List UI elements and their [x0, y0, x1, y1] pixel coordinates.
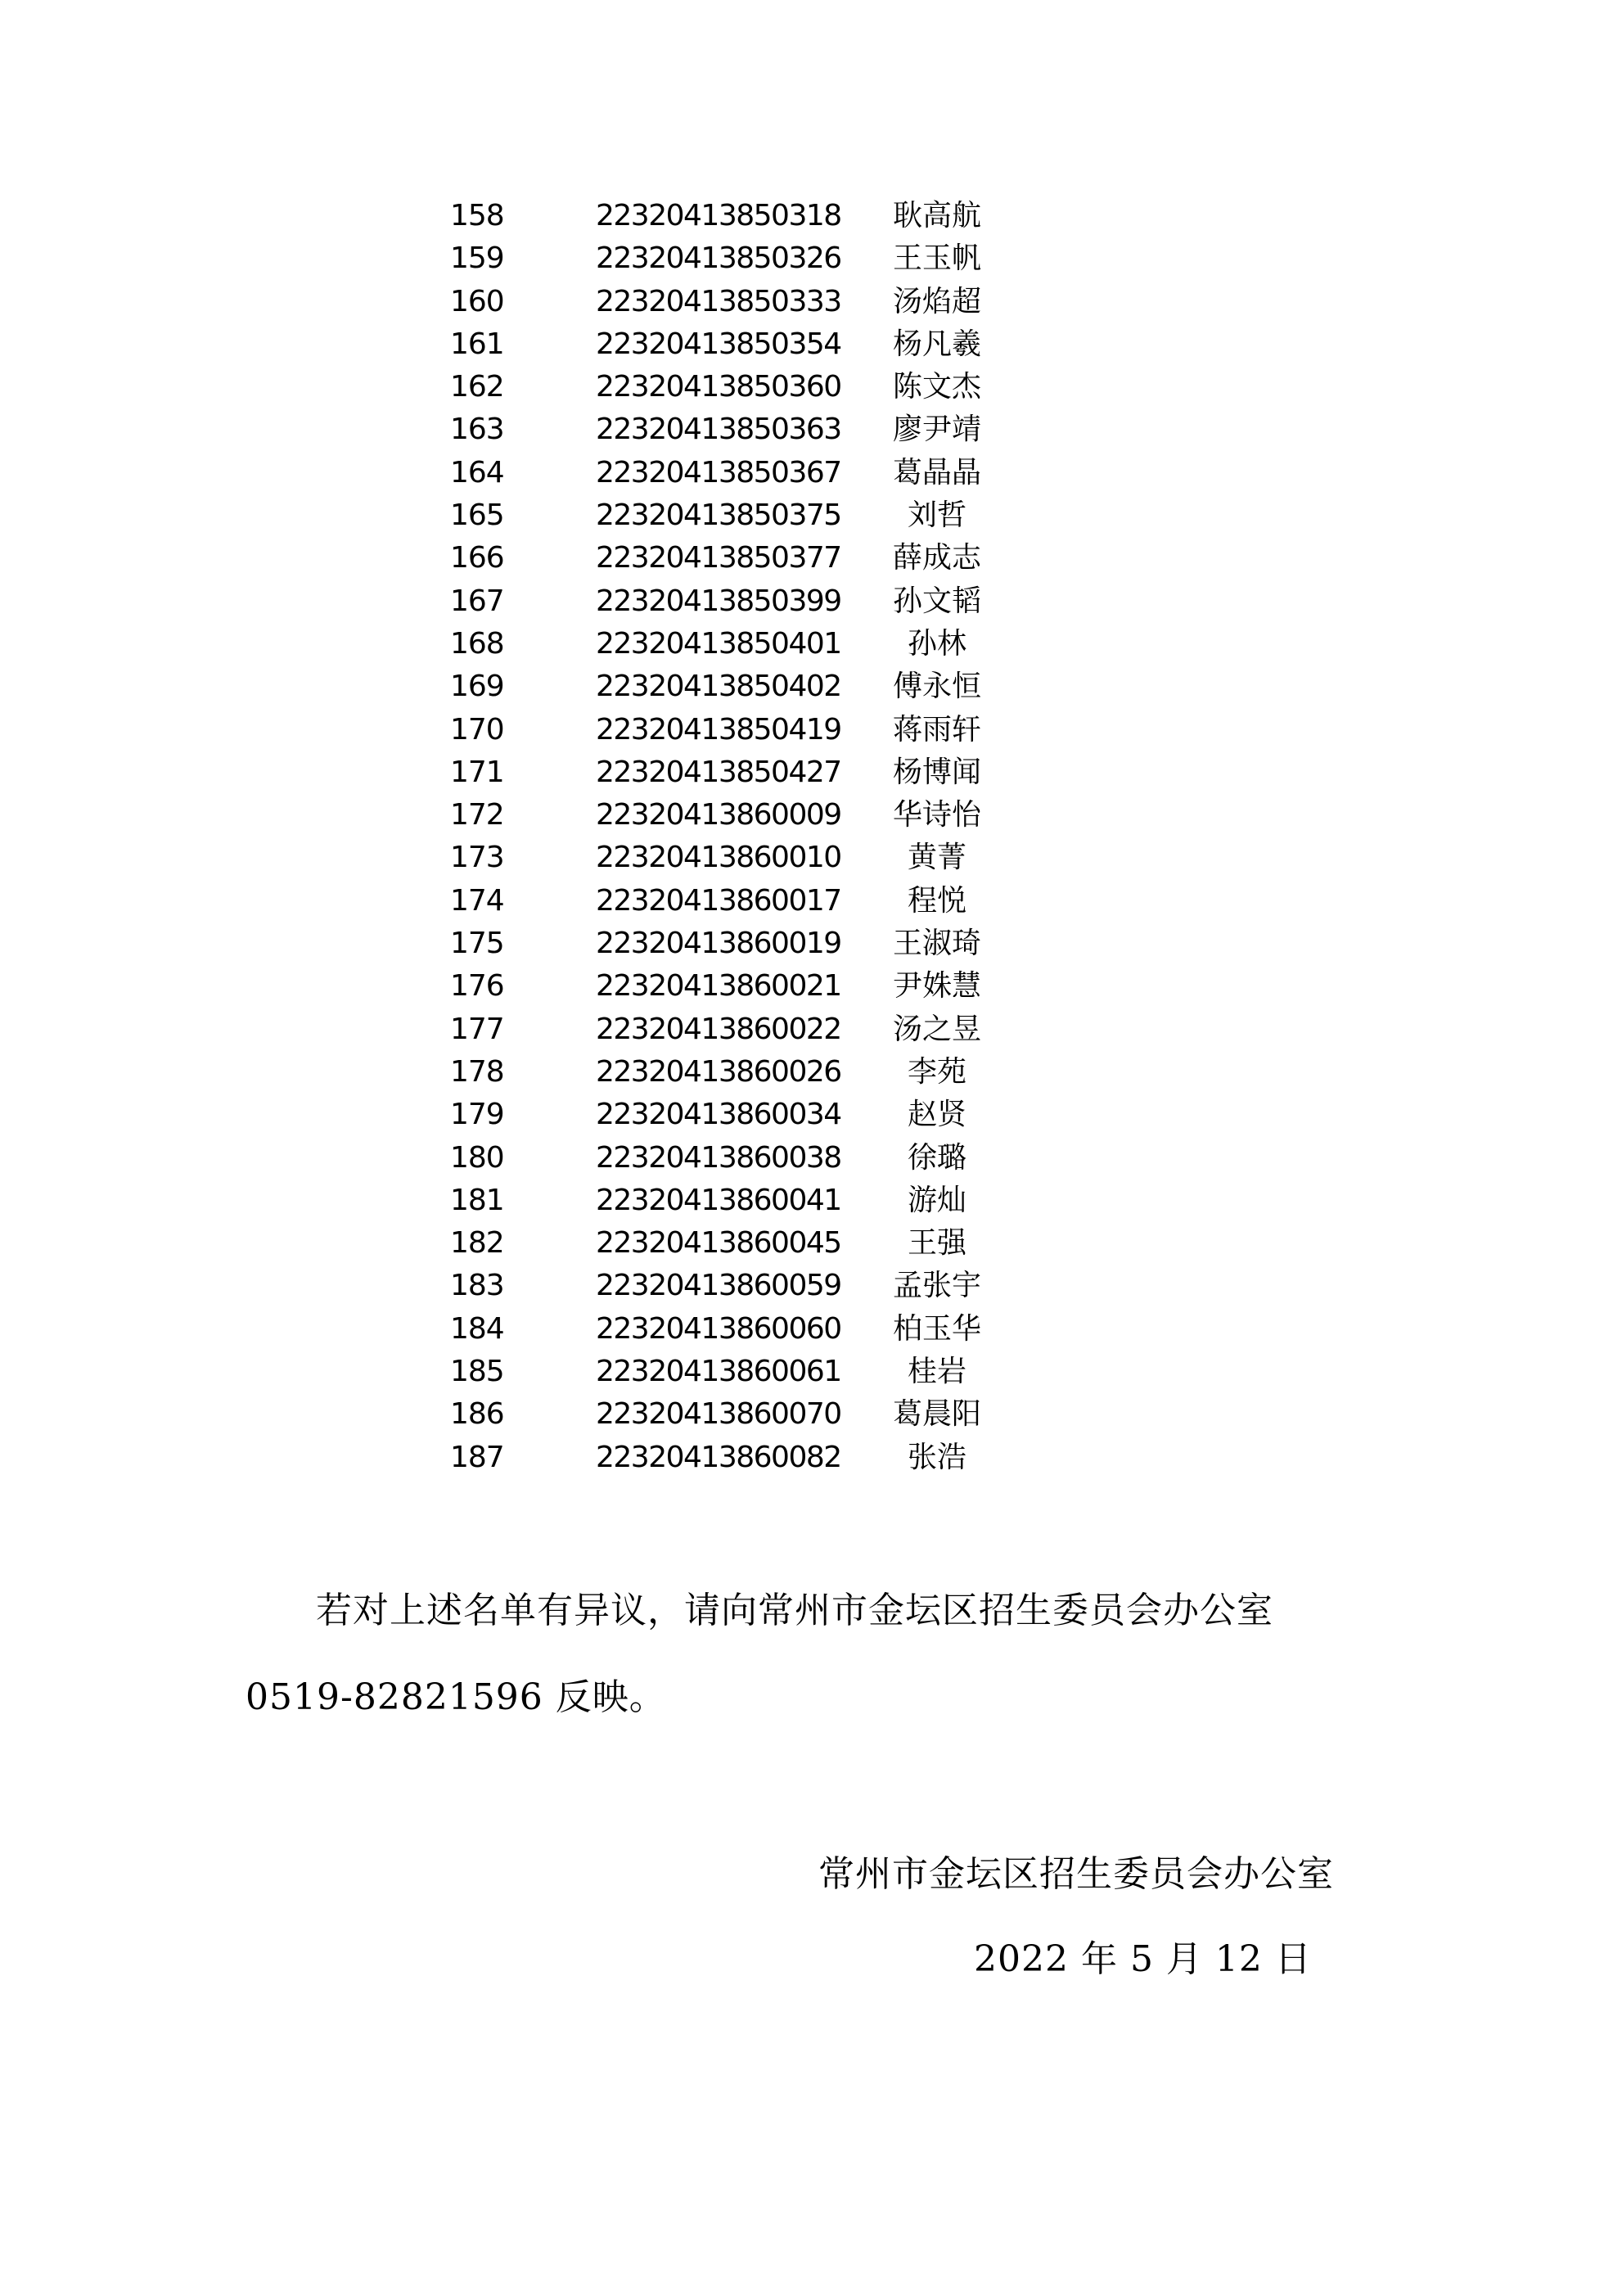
candidate-name: 耿高航 — [892, 199, 981, 232]
candidate-id: 22320413860026 — [596, 1054, 841, 1089]
candidate-name: 李苑 — [907, 1054, 966, 1089]
candidate-id: 22320413860009 — [596, 798, 841, 832]
candidate-id: 22320413860082 — [596, 1440, 841, 1474]
candidate-id: 22320413850401 — [596, 626, 841, 661]
table-row — [442, 837, 1031, 879]
candidate-id: 22320413850399 — [596, 584, 841, 618]
table-row — [442, 1351, 1031, 1393]
candidate-id: 22320413860019 — [596, 927, 841, 961]
objection-notice — [246, 1568, 1391, 1741]
row-number: 186 — [450, 1397, 504, 1432]
candidate-name: 蒋雨轩 — [892, 712, 981, 747]
candidate-id: 22320413850354 — [596, 327, 841, 361]
row-number: 175 — [450, 927, 504, 961]
table-row — [442, 237, 1031, 280]
table-row — [442, 408, 1031, 451]
row-number: 162 — [450, 370, 504, 404]
candidate-name: 王淑琦 — [892, 927, 981, 961]
row-number: 166 — [450, 541, 504, 575]
candidate-id: 22320413860041 — [596, 1183, 841, 1217]
row-number: 170 — [450, 712, 504, 747]
candidate-name: 游灿 — [907, 1183, 966, 1217]
candidate-name: 傅永恒 — [892, 670, 981, 704]
notice-line-1: 若对上述名单有异议，请向常州市金坛区招生委员会办公室 — [316, 1590, 1273, 1631]
candidate-name: 汤之昱 — [892, 1012, 981, 1046]
row-number: 177 — [450, 1012, 504, 1046]
candidate-name: 孟张宇 — [892, 1269, 981, 1303]
issuing-office: 常州市金坛区招生委员会办公室 — [818, 1853, 1334, 1895]
row-number: 180 — [450, 1140, 504, 1175]
table-row — [442, 1393, 1031, 1436]
candidate-id: 22320413850360 — [596, 370, 841, 404]
row-number: 168 — [450, 626, 504, 661]
candidate-id: 22320413860034 — [596, 1098, 841, 1132]
row-number: 187 — [450, 1440, 504, 1474]
roster-table — [442, 195, 1031, 1479]
candidate-id: 22320413850427 — [596, 755, 841, 789]
row-number: 176 — [450, 969, 504, 1004]
signature-block — [818, 1832, 1408, 2002]
candidate-id: 22320413860060 — [596, 1311, 841, 1346]
candidate-name: 薛成志 — [892, 541, 981, 575]
table-row — [442, 323, 1031, 366]
candidate-name: 杨凡羲 — [892, 327, 981, 361]
row-number: 164 — [450, 455, 504, 489]
table-row — [442, 623, 1031, 665]
candidate-name: 王强 — [907, 1226, 966, 1261]
candidate-id: 22320413860010 — [596, 841, 841, 875]
row-number: 184 — [450, 1311, 504, 1346]
table-row — [442, 922, 1031, 965]
candidate-name: 杨博闻 — [892, 755, 981, 789]
candidate-name: 赵贤 — [907, 1098, 966, 1132]
row-number: 161 — [450, 327, 504, 361]
candidate-id: 22320413860038 — [596, 1140, 841, 1175]
candidate-id: 22320413860045 — [596, 1226, 841, 1261]
candidate-id: 22320413850402 — [596, 670, 841, 704]
candidate-id: 22320413850326 — [596, 241, 841, 276]
candidate-id: 22320413860061 — [596, 1355, 841, 1389]
candidate-name: 葛晨阳 — [892, 1397, 981, 1432]
candidate-name: 孙林 — [907, 626, 966, 661]
table-row — [442, 1008, 1031, 1051]
row-number: 178 — [450, 1054, 504, 1089]
issue-date: 2022 年 5 月 12 日 — [974, 1938, 1312, 1980]
table-row — [442, 1180, 1031, 1222]
table-row — [442, 580, 1031, 623]
row-number: 165 — [450, 498, 504, 533]
candidate-name: 廖尹靖 — [892, 413, 981, 447]
candidate-name: 陈文杰 — [892, 370, 981, 404]
table-row — [442, 1308, 1031, 1351]
candidate-name: 黄菁 — [907, 841, 966, 875]
row-number: 179 — [450, 1098, 504, 1132]
candidate-id: 22320413860017 — [596, 883, 841, 918]
row-number: 173 — [450, 841, 504, 875]
table-row — [442, 494, 1031, 537]
row-number: 174 — [450, 883, 504, 918]
table-row — [442, 1051, 1031, 1094]
candidate-id: 22320413850375 — [596, 498, 841, 533]
candidate-id: 22320413860022 — [596, 1012, 841, 1046]
candidate-id: 22320413850367 — [596, 455, 841, 489]
table-row — [442, 195, 1031, 237]
table-row — [442, 880, 1031, 922]
candidate-name: 程悦 — [907, 883, 966, 918]
row-number: 158 — [450, 199, 504, 232]
candidate-id: 22320413850419 — [596, 712, 841, 747]
candidate-id: 22320413850377 — [596, 541, 841, 575]
table-row — [442, 1094, 1031, 1136]
row-number: 182 — [450, 1226, 504, 1261]
candidate-name: 徐璐 — [907, 1140, 966, 1175]
candidate-id: 22320413850333 — [596, 284, 841, 318]
row-number: 185 — [450, 1355, 504, 1389]
row-number: 172 — [450, 798, 504, 832]
candidate-name: 桂岩 — [907, 1355, 966, 1389]
candidate-id: 22320413850363 — [596, 413, 841, 447]
candidate-name: 汤焰超 — [892, 284, 981, 318]
candidate-name: 尹姝慧 — [892, 969, 981, 1004]
candidate-id: 22320413860021 — [596, 969, 841, 1004]
table-row — [442, 1137, 1031, 1180]
table-row — [442, 665, 1031, 708]
table-row — [442, 452, 1031, 494]
candidate-id: 22320413860070 — [596, 1397, 841, 1432]
table-row — [442, 1265, 1031, 1307]
table-row — [442, 1222, 1031, 1265]
candidate-name: 柏玉华 — [892, 1311, 981, 1346]
row-number: 183 — [450, 1269, 504, 1303]
row-number: 181 — [450, 1183, 504, 1217]
candidate-id: 22320413860059 — [596, 1269, 841, 1303]
row-number: 169 — [450, 670, 504, 704]
table-row — [442, 794, 1031, 837]
candidate-name: 葛晶晶 — [892, 455, 981, 489]
table-row — [442, 366, 1031, 408]
table-row — [442, 537, 1031, 580]
candidate-id: 22320413850318 — [596, 199, 841, 232]
candidate-name: 孙文韬 — [892, 584, 981, 618]
table-row — [442, 1437, 1031, 1479]
row-number: 159 — [450, 241, 504, 276]
candidate-name: 王玉帆 — [892, 241, 981, 276]
row-number: 171 — [450, 755, 504, 789]
candidate-name: 刘哲 — [907, 498, 966, 533]
row-number: 160 — [450, 284, 504, 318]
table-row — [442, 751, 1031, 794]
notice-line-2: 0519-82821596 反映。 — [246, 1676, 666, 1718]
table-row — [442, 281, 1031, 323]
row-number: 167 — [450, 584, 504, 618]
candidate-name: 张浩 — [907, 1440, 966, 1474]
row-number: 163 — [450, 413, 504, 447]
table-row — [442, 965, 1031, 1008]
table-row — [442, 709, 1031, 751]
candidate-name: 华诗怡 — [892, 798, 981, 832]
